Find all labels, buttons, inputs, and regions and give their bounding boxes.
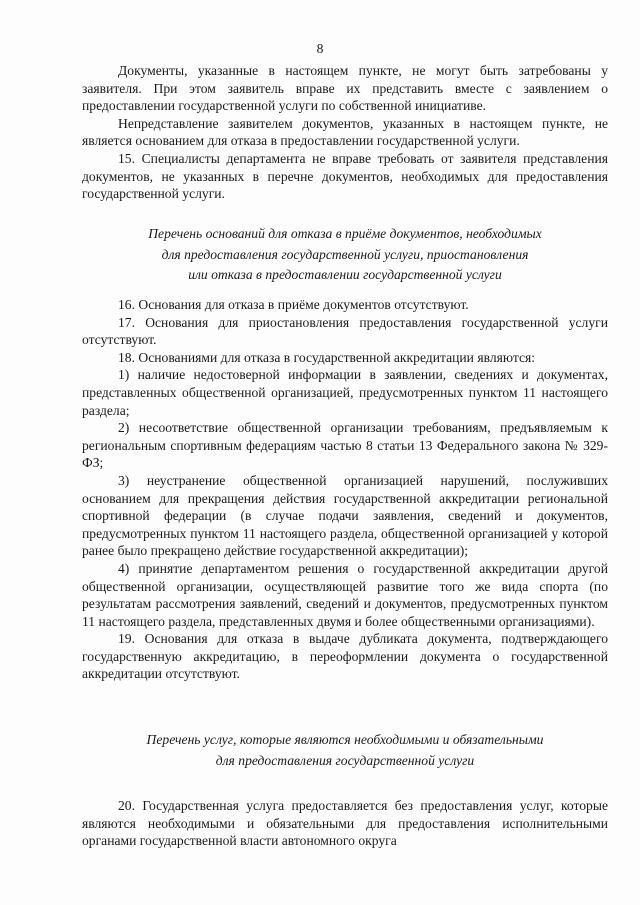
paragraph-18: 18. Основаниями для отказа в государственной аккредитации являются: bbox=[118, 349, 536, 365]
page-number: 8 bbox=[316, 41, 324, 56]
paragraph-17: 17. Основания для приостановления предоставления государственной услуги отсутствуют. bbox=[82, 314, 608, 348]
list-item-18-2: 2) несоответствие общественной организации требованиям, предъявляемым к региональным спортивным федерациям частью 8 статьи 13 Федерального закона № 329-ФЗ; bbox=[82, 420, 608, 471]
text-block-middle bbox=[82, 296, 608, 683]
heading-line: или отказа в предоставлении государственной услуги bbox=[188, 267, 502, 282]
heading-line: для предоставления государственной услуги, приостановления bbox=[161, 246, 529, 262]
heading-line: для предоставления государственной услуги bbox=[215, 752, 475, 768]
list-item-18-4: 4) принятие департаментом решения о государственной аккредитации другой общественной организации, осуществляющей развитие того же вида спорта (по результатам рассмотрения заявлений, сведений и документов, предусмотренных пунктом 11 настоящего раздела, представленных двумя и более общественными организациями). bbox=[82, 560, 608, 629]
heading-line: Перечень оснований для отказа в приёме документов, необходимых bbox=[148, 226, 542, 241]
text-block-top bbox=[82, 62, 608, 203]
paragraph-19: 19. Основания для отказа в выдаче дубликата документа, подтверждающего государственную аккредитацию, в переоформлении документа о государственной аккредитации отсутствуют. bbox=[82, 631, 608, 682]
section-heading-necessary-services bbox=[82, 730, 608, 771]
list-item-18-3: 3) неустранение общественной организацией нарушений, послуживших основанием для прекращения действия государственной аккредитации региональной спортивной федерации (в случае подачи заявления, сведений и документов, предусмотренных пунктом 11 настоящего раздела, общественной организацией у которой ранее было прекращено действие государственной аккредитации); bbox=[82, 472, 608, 559]
text-block-bottom bbox=[82, 797, 608, 850]
list-item-18-1: 1) наличие недостоверной информации в заявлении, сведениях и документах, представленных общественной организацией, предусмотренных пунктом 11 настоящего раздела; bbox=[82, 367, 608, 418]
heading-line: Перечень услуг, которые являются необходимыми и обязательными bbox=[146, 732, 544, 747]
paragraph-documents-not-required: Документы, указанные в настоящем пункте, не могут быть затребованы у заявителя. При этом заявитель вправе их представить вместе с заявлением о предоставлении государственной услуги по собственной инициативе. bbox=[82, 63, 608, 114]
section-heading-refusal-grounds bbox=[82, 224, 608, 286]
paragraph-15: 15. Специалисты департамента не вправе требовать от заявителя представления документов, не указанных в перечне документов, необходимых для предоставления государственной услуги. bbox=[82, 150, 608, 202]
paragraph-non-submission: Непредставление заявителем документов, указанных в настоящем пункте, не является основанием для отказа в предоставлении государственной услуги. bbox=[82, 115, 608, 149]
paragraph-16: 16. Основания для отказа в приёме документов отсутствуют. bbox=[118, 297, 469, 312]
paragraph-20: 20. Государственная услуга предоставляется без предоставления услуг, которые являются необходимыми и обязательными для предоставления исполнительными органами государственной власти автономного округа bbox=[82, 798, 608, 849]
